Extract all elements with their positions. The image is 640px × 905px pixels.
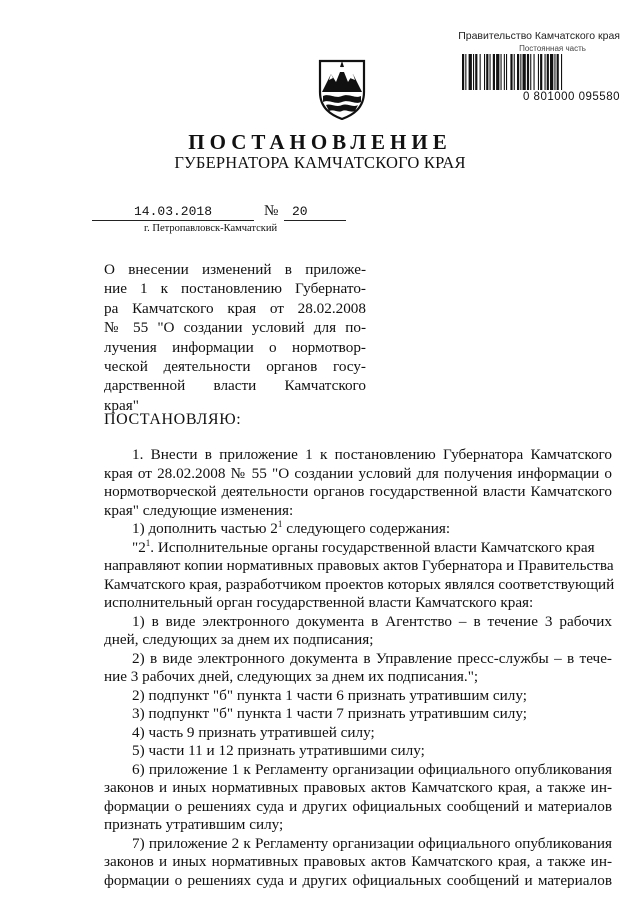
kamchatka-coat-of-arms-icon [317,58,367,120]
body-line-part: 1) дополнить частью 2 [132,520,278,537]
body-line: 5) части 11 и 12 признать утратившими силу; [132,742,425,759]
summary-line: ческой деятельности органов госу- [104,358,366,376]
body-line: формации о решениях суда и других официальных сообщений и материалов [104,797,612,815]
document-subtitle: ГУБЕРНАТОРА КАМЧАТСКОГО КРАЯ [174,153,466,172]
body-line: ние 3 рабочих дней, следующих за днем их подписания."; [104,668,479,685]
summary-line: № 55 "О создании условий для по- [104,319,366,337]
body-line-part: . Исполнительные органы государственной власти Камчатского края [150,538,595,556]
summary-line: лучения информации о нормотвор- [104,338,366,356]
body-line [104,520,612,539]
body-line: дней, следующих за днем их подписания; [104,631,374,648]
summary-line: дарственной власти Камчатского [104,377,366,395]
body-line: признать утратившим силу; [104,816,284,833]
body-line: законов и иных нормативных правовых актов Камчатского края, а также ин- [104,853,612,870]
body-line: 2) подпункт "б" пункта 1 части 6 признать утратившим силу; [132,686,527,704]
resolve-heading: ПОСТАНОВЛЯЮ: [104,411,242,428]
body-line: нормотворческой деятельности органов государственной власти Камчатского [104,483,612,500]
body-line: 1. Внести в приложение 1 к постановлению Губернатора Камчатского [132,446,612,463]
body-line: законов и иных нормативных правовых актов Камчатского края, а также ин- [104,779,612,796]
body-line: 6) приложение 1 к Регламенту организации официального опубликования [132,760,612,778]
body-line: исполнительный орган государственной власти Камчатского края: [104,594,534,611]
body-line: 1) в виде электронного документа в Агентство – в течение 3 рабочих [132,612,612,630]
registration-stamp [445,30,620,103]
body-line [104,539,612,558]
superscript: 1 [145,537,151,548]
body-line: 4) часть 9 признать утратившей силу; [132,723,375,741]
barcode-number: 0 801000 095580 [522,91,620,103]
summary-line: края" [104,396,139,414]
registration-date: 14.03.2018 [92,204,254,221]
body-line: формации о решениях суда и других официальных сообщений и материалов [104,871,612,889]
issue-city: г. Петропавловск-Камчатский [144,223,278,234]
registration-number: 20 [284,204,346,221]
body-line: 7) приложение 2 к Регламенту организации официального опубликования [132,834,612,852]
summary-line: О внесении изменений в приложе- [104,261,366,278]
body-line: Камчатского края, разработчиком проектов которых являлся соответствующий [104,575,615,593]
stamp-organization: Правительство Камчатского края [458,30,620,42]
body-line-part: "2 [132,538,146,556]
stamp-section: Постоянная часть [519,44,586,53]
number-sign: № [264,203,279,219]
barcode-icon [460,54,620,90]
body-line: края" следующие изменения: [104,501,294,519]
body-line: 3) подпункт "б" пункта 1 части 7 признать утратившим силу; [132,705,527,722]
registration-line [92,204,352,222]
document-body [104,446,615,890]
body-line: края от 28.02.2008 № 55 "О создании условий для получения информации о [104,464,612,482]
body-line-part: следующего содержания: [282,520,451,537]
summary-line: ние 1 к постановлению Губернато- [104,280,366,298]
document-summary [104,260,366,415]
superscript: 1 [277,518,283,529]
summary-line: ра Камчатского края от 28.02.2008 [104,299,366,317]
body-line: 2) в виде электронного документа в Управление пресс-службы – в тече- [132,649,612,667]
document-title: ПОСТАНОВЛЕНИЕ [188,130,452,154]
body-line: направляют копии нормативных правовых актов Губернатора и Правительства [104,557,614,574]
